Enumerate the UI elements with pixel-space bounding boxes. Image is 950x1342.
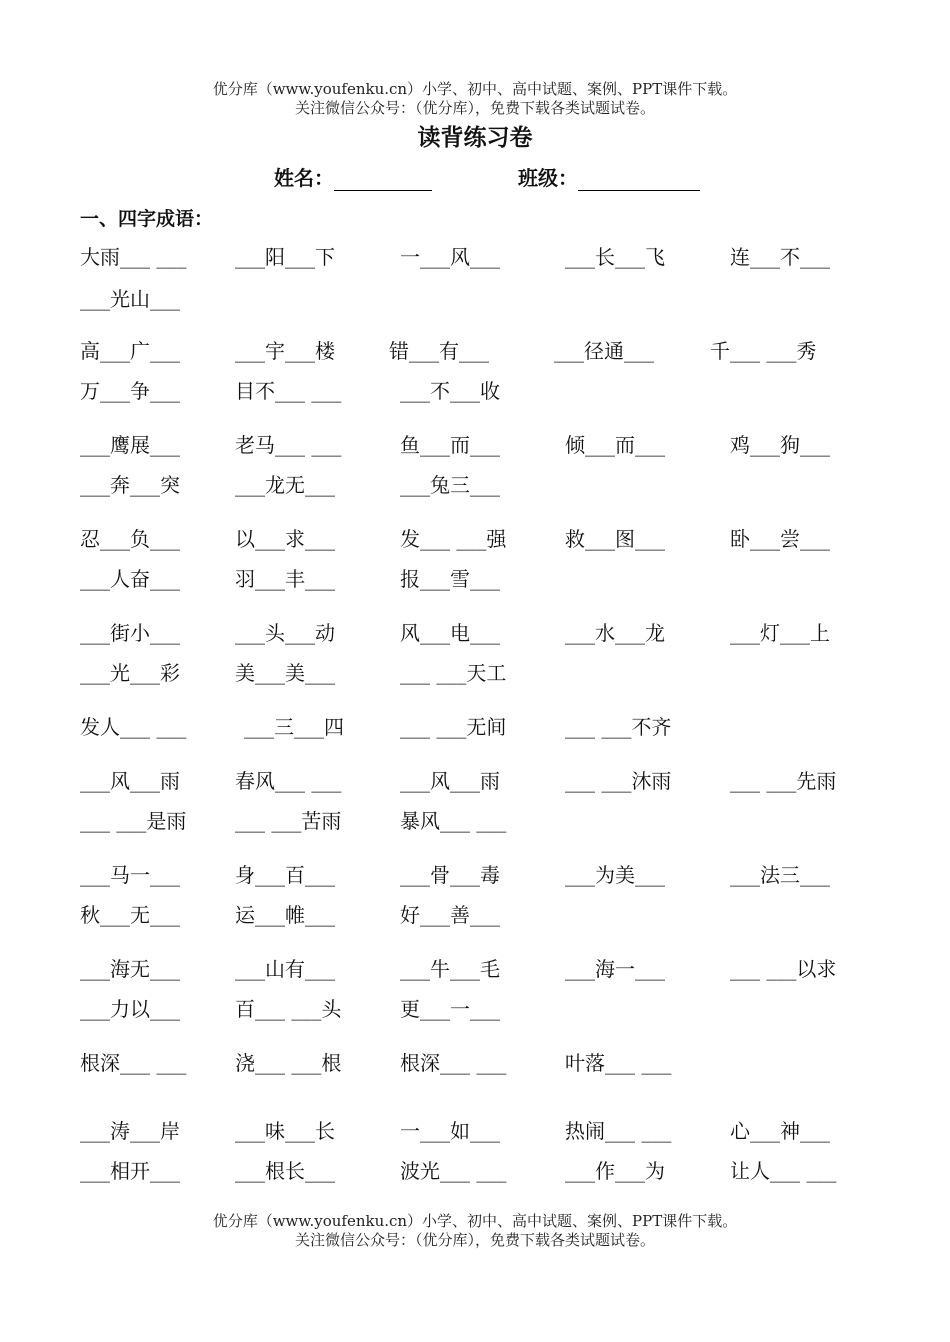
- idiom-item: 百___ ___头: [235, 997, 342, 1021]
- idiom-item: 连___不___: [730, 245, 830, 269]
- idiom-item: 运___帷___: [235, 903, 335, 927]
- idiom-item: ___ ___无间: [400, 715, 507, 739]
- class-label: 班级：: [518, 166, 578, 190]
- idiom-item: ___味___长: [235, 1119, 335, 1143]
- header-line-1: 优分库（www.youfenku.cn）小学、初中、高中试题、案例、PPT课件下载。: [212, 80, 738, 98]
- idiom-item: 更___一___: [400, 997, 500, 1021]
- idiom-item: ___海一___: [565, 957, 665, 981]
- idiom-item: 春风___ ___: [235, 769, 342, 793]
- idiom-item: 发___ ___强: [400, 527, 507, 551]
- idiom-item: 风___电___: [400, 621, 500, 645]
- idiom-item: 身___百___: [235, 863, 335, 887]
- idiom-item: 一___如___: [400, 1119, 500, 1143]
- idiom-row: [80, 657, 880, 687]
- idiom-item: ___龙无___: [235, 473, 335, 497]
- idiom-item: 浇___ ___根: [235, 1051, 342, 1075]
- idiom-row: [80, 1047, 880, 1077]
- section-title: 一、四字成语：: [80, 208, 214, 230]
- idiom-item: 大雨___ ___: [80, 245, 187, 269]
- idiom-item: ___风___雨: [400, 769, 500, 793]
- idiom-item: ___径通___: [554, 339, 654, 363]
- idiom-item: ___头___动: [235, 621, 335, 645]
- idiom-item: 鱼___而___: [400, 433, 500, 457]
- idiom-item: ___力以___: [80, 997, 180, 1021]
- idiom-item: ___涛___岸: [80, 1119, 180, 1143]
- idiom-row: [80, 241, 880, 271]
- idiom-item: 以___求___: [235, 527, 335, 551]
- idiom-item: 美___美___: [235, 661, 335, 685]
- footer-line-2: 关注微信公众号：（优分库），免费下载各类试题试卷。: [294, 1231, 655, 1249]
- idiom-item: ___牛___毛: [400, 957, 500, 981]
- header-line-2: 关注微信公众号：（优分库），免费下载各类试题试卷。: [294, 99, 655, 117]
- idiom-row: [80, 335, 880, 365]
- idiom-item: 根深___ ___: [80, 1051, 187, 1075]
- idiom-row: [80, 953, 880, 983]
- idiom-row: [80, 711, 880, 741]
- idiom-item: ___山有___: [235, 957, 335, 981]
- idiom-item: 忍___负___: [80, 527, 180, 551]
- idiom-item: 热闹___ ___: [565, 1119, 672, 1143]
- idiom-item: 救___图___: [565, 527, 665, 551]
- idiom-item: ___水___龙: [565, 621, 665, 645]
- idiom-item: 一___风___: [400, 245, 500, 269]
- idiom-row: [80, 805, 880, 835]
- page-title: 读背练习卷: [417, 124, 533, 151]
- idiom-item: ___人奋___: [80, 567, 180, 591]
- idiom-row: [80, 859, 880, 889]
- idiom-row: [80, 993, 880, 1023]
- idiom-item: ___作___为: [565, 1159, 665, 1183]
- idiom-item: 万___争___: [80, 379, 180, 403]
- idiom-item: 目不___ ___: [235, 379, 342, 403]
- idiom-item: ___光山___: [80, 287, 180, 311]
- idiom-item: 报___雪___: [400, 567, 500, 591]
- idiom-row: [80, 765, 880, 795]
- idiom-item: 发人___ ___: [80, 715, 187, 739]
- idiom-item: ___鹰展___: [80, 433, 180, 457]
- idiom-item: ___ ___苦雨: [235, 809, 342, 833]
- name-field: [274, 162, 432, 191]
- idiom-item: ___根长___: [235, 1159, 335, 1183]
- idiom-item: 倾___而___: [565, 433, 665, 457]
- idiom-item: ___兔三___: [400, 473, 500, 497]
- idiom-item: 老马___ ___: [235, 433, 342, 457]
- idiom-item: ___街小___: [80, 621, 180, 645]
- idiom-item: ___马一___: [80, 863, 180, 887]
- name-blank: [334, 168, 432, 191]
- idiom-row: [80, 1115, 880, 1145]
- idiom-item: 叶落___ ___: [565, 1051, 672, 1075]
- idiom-item: ___风___雨: [80, 769, 180, 793]
- idiom-item: ___ ___是雨: [80, 809, 187, 833]
- idiom-item: 羽___丰___: [235, 567, 335, 591]
- idiom-item: 让人___ ___: [730, 1159, 837, 1183]
- idiom-row: [80, 469, 880, 499]
- idiom-item: ___ ___先雨: [730, 769, 837, 793]
- idiom-item: 根深___ ___: [400, 1051, 507, 1075]
- idiom-item: ___ ___沐雨: [565, 769, 672, 793]
- class-blank: [578, 168, 700, 191]
- name-label: 姓名：: [274, 166, 334, 190]
- idiom-item: 千___ ___秀: [710, 339, 817, 363]
- idiom-item: ___骨___毒: [400, 863, 500, 887]
- idiom-row: [80, 283, 880, 313]
- idiom-item: ___相开___: [80, 1159, 180, 1183]
- idiom-item: ___光___彩: [80, 661, 180, 685]
- idiom-row: [80, 429, 880, 459]
- idiom-item: ___ ___不齐: [565, 715, 672, 739]
- idiom-item: ___为美___: [565, 863, 665, 887]
- idiom-row: [80, 375, 880, 405]
- idiom-item: ___ ___天工: [400, 661, 507, 685]
- idiom-item: 鸡___狗___: [730, 433, 830, 457]
- class-field: [518, 162, 700, 191]
- idiom-row: [80, 899, 880, 929]
- idiom-item: 心___神___: [730, 1119, 830, 1143]
- idiom-item: ___宇___楼: [235, 339, 335, 363]
- idiom-item: ___不___收: [400, 379, 500, 403]
- idiom-item: ___ ___以求: [730, 957, 837, 981]
- idiom-item: 暴风___ ___: [400, 809, 507, 833]
- idiom-item: ___奔___突: [80, 473, 180, 497]
- idiom-item: ___灯___上: [730, 621, 830, 645]
- idiom-row: [80, 1155, 880, 1185]
- idiom-item: 错___有___: [389, 339, 489, 363]
- idiom-item: ___阳___下: [235, 245, 335, 269]
- idiom-row: [80, 617, 880, 647]
- idiom-row: [80, 563, 880, 593]
- idiom-row: [80, 523, 880, 553]
- idiom-item: 秋___无___: [80, 903, 180, 927]
- idiom-item: 卧___尝___: [730, 527, 830, 551]
- idiom-item: 波光___ ___: [400, 1159, 507, 1183]
- idiom-item: ___长___飞: [565, 245, 665, 269]
- footer-line-1: 优分库（www.youfenku.cn）小学、初中、高中试题、案例、PPT课件下载。: [212, 1212, 738, 1230]
- idiom-item: ___法三___: [730, 863, 830, 887]
- idiom-item: ___三___四: [244, 715, 344, 739]
- idiom-item: ___海无___: [80, 957, 180, 981]
- idiom-item: 高___广___: [80, 339, 180, 363]
- idiom-item: 好___善___: [400, 903, 500, 927]
